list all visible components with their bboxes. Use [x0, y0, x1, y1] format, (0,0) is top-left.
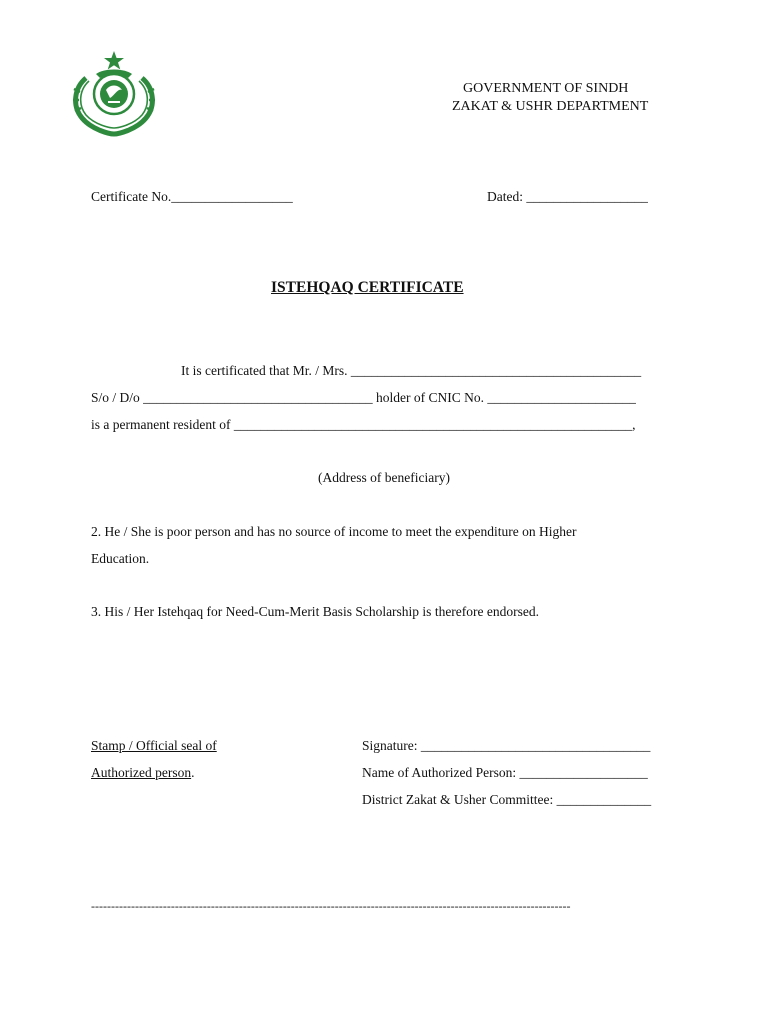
authorized-person-name-field: Name of Authorized Person: ___________________ — [362, 765, 648, 780]
paragraph-2-line2: Education. — [91, 551, 150, 566]
stamp-label-line1: Stamp / Official seal of — [91, 738, 217, 753]
certification-name-line: It is certificated that Mr. / Mrs. ___________________________________________ — [181, 363, 642, 378]
stamp-label-line2 — [91, 766, 194, 780]
address-note: (Address of beneficiary) — [318, 470, 450, 485]
paragraph-3: 3. His / Her Istehqaq for Need-Cum-Merit Basis Scholarship is therefore endorsed. — [91, 604, 540, 619]
authorized-person-text: Authorized person — [91, 765, 192, 780]
department-header-line1: GOVERNMENT OF SINDH — [463, 81, 629, 96]
certificate-number-field: Certificate No.__________________ — [91, 189, 293, 204]
district-committee-field: District Zakat & Usher Committee: ______________ — [362, 792, 652, 807]
dated-field: Dated: __________________ — [487, 189, 648, 204]
sindh-government-emblem — [66, 48, 162, 140]
paragraph-2-line1: 2. He / She is poor person and has no source of income to meet the expenditure on Higher — [91, 524, 577, 539]
department-header-line2: ZAKAT & USHR DEPARTMENT — [452, 99, 649, 114]
star-icon — [104, 51, 124, 70]
residence-line: is a permanent resident of ___________________________________________________________, — [91, 417, 636, 432]
stamp-period: . — [191, 765, 195, 780]
parent-cnic-line: S/o / D/o __________________________________ holder of CNIC No. ______________________ — [91, 390, 636, 405]
signature-field: Signature: __________________________________ — [362, 738, 651, 753]
dashed-separator: ------------------------------------------------------------------------------------------------------------------------ — [91, 900, 571, 912]
certificate-title: ISTEHQAQ CERTIFICATE — [271, 279, 464, 296]
